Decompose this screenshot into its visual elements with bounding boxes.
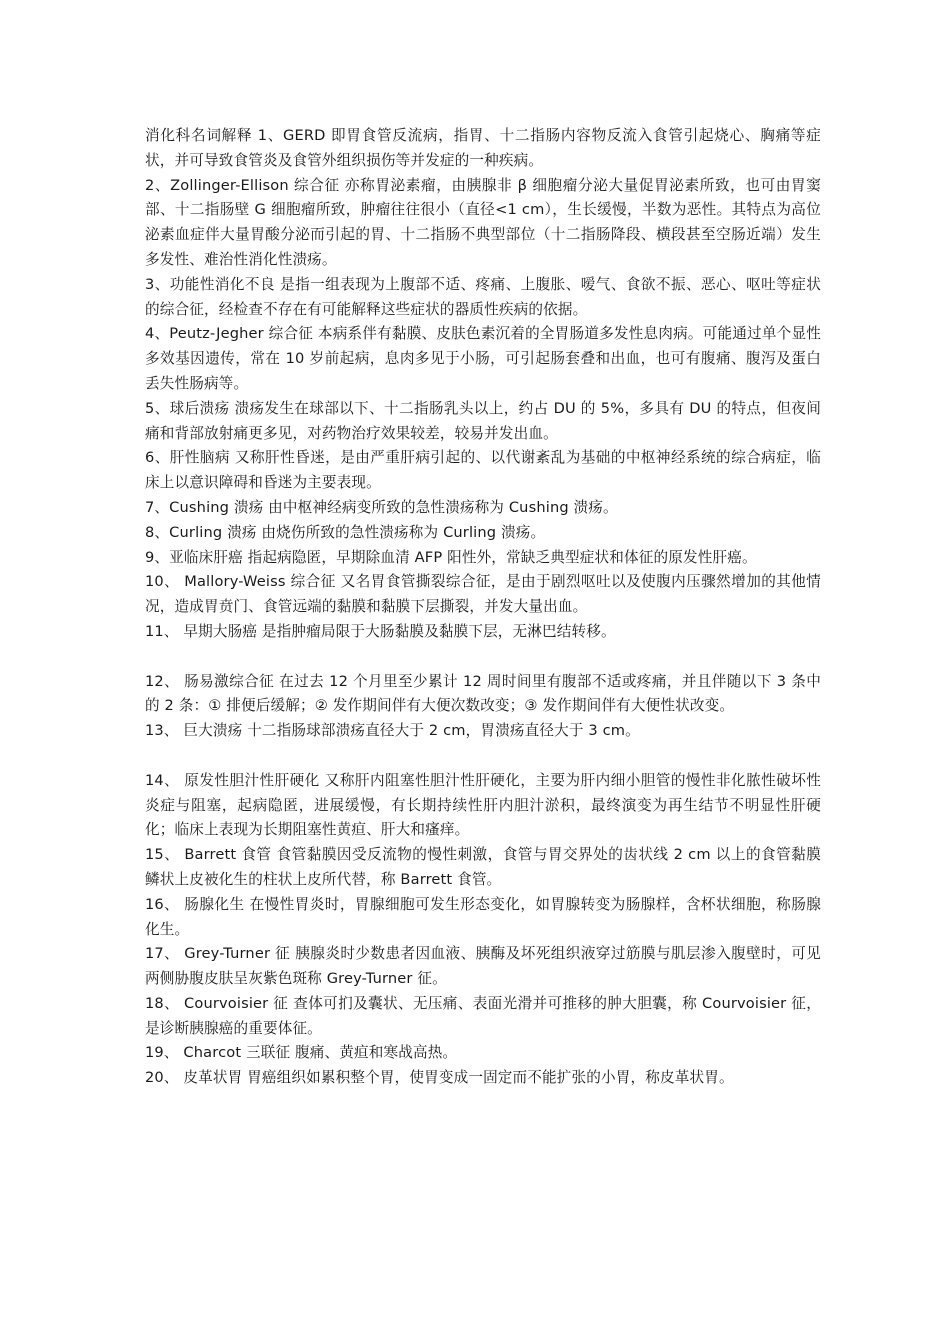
paragraph-peutz-jegher: 4、Peutz-Jegher 综合征 本病系伴有黏膜、皮肤色素沉着的全胃肠道多发性息肉病。可能通过单个显性多效基因遗传，常在 10 岁前起病，息肉多见于小肠，可引起肠套叠和出血，也可有腹痛、腹泻及蛋白丢失性肠病等。 (145, 325, 821, 392)
paragraph-subclinical-liver-cancer: 9、亚临床肝癌 指起病隐匿，早期除血清 AFP 阳性外，常缺乏典型症状和体征的原发性肝癌。 (145, 548, 757, 566)
paragraph-cushing-ulcer: 7、Cushing 溃疡 由中枢神经病变所致的急性溃疡称为 Cushing 溃疡。 (145, 498, 618, 516)
paragraph-intestinal-metaplasia: 16、 肠腺化生 在慢性胃炎时，胃腺细胞可发生形态变化，如胃腺转变为肠腺样，含杯状细胞，称肠腺化生。 (145, 895, 821, 938)
paragraph-charcot-triad: 19、 Charcot 三联征 腹痛、黄疸和寒战高热。 (145, 1044, 458, 1062)
paragraph-grey-turner-sign: 17、 Grey-Turner 征 胰腺炎时少数患者因血液、胰酶及坏死组织液穿过筋膜与肌层渗入腹壁时，可见两侧胁腹皮肤呈灰紫色斑称 Grey-Turner 征。 (145, 945, 821, 988)
paragraph-early-colorectal-cancer: 11、 早期大肠癌 是指肿瘤局限于大肠黏膜及黏膜下层，无淋巴结转移。 (145, 622, 616, 640)
paragraph-barrett-esophagus: 15、 Barrett 食管 食管黏膜因受反流物的慢性刺激，食管与胃交界处的齿状线 2 cm 以上的食管黏膜鳞状上皮被化生的柱状上皮所代替，称 Barrett 食管。 (145, 846, 821, 888)
paragraph-courvoisier-sign: 18、 Courvoisier 征 查体可扪及囊状、无压痛、表面光滑并可推移的肿大胆囊，称 Courvoisier 征，是诊断胰腺癌的重要体征。 (145, 994, 822, 1037)
paragraph-curling-ulcer: 8、Curling 溃疡 由烧伤所致的急性溃疡称为 Curling 溃疡。 (145, 523, 546, 541)
paragraph-zollinger-ellison: 2、Zollinger-Ellison 综合征 亦称胃泌素瘤，由胰腺非 β 细胞瘤分泌大量促胃泌素所致，也可由胃窦部、十二指肠壁 G 细胞瘤所致，肿瘤往往很小（直径<1 cm），生长缓慢，半数为恶性。其特点为高位泌素血症伴大量胃酸分泌而引起的胃、十二指肠不典型部位（十二指肠降段、横段甚至空肠近端）发生多发性、难治性消化性溃疡。 (145, 176, 821, 268)
paragraph-hepatic-encephalopathy: 6、肝性脑病 又称肝性昏迷，是由严重肝病引起的、以代谢紊乱为基础的中枢神经系统的综合病症，临床上以意识障碍和昏迷为主要表现。 (145, 449, 821, 492)
blank-line (145, 645, 821, 670)
paragraph-primary-biliary-cirrhosis: 14、 原发性胆汁性肝硬化 又称肝内阻塞性胆汁性肝硬化，主要为肝内细小胆管的慢性非化脓性破坏性炎症与阻塞，起病隐匿，进展缓慢，有长期持续性肝内胆汁淤积，最终演变为再生结节不明显性肝硬化；临床上表现为长期阻塞性黄疸、肝大和瘙痒。 (145, 771, 821, 839)
paragraph-functional-dyspepsia: 3、功能性消化不良 是指一组表现为上腹部不适、疼痛、上腹胀、嗳气、食欲不振、恶心、呕吐等症状的综合征，经检查不存在有可能解释这些症状的器质性疾病的依据。 (145, 275, 821, 318)
paragraph-postbulbar-ulcer: 5、球后溃疡 溃疡发生在球部以下、十二指肠乳头以上，约占 DU 的 5%，多具有 DU 的特点，但夜间痛和背部放射痛更多见，对药物治疗效果较差，较易并发出血。 (145, 399, 821, 442)
paragraph-mallory-weiss: 10、 Mallory-Weiss 综合征 又名胃食管撕裂综合征，是由于剧烈呕吐以及使腹内压骤然增加的其他情况，造成胃贲门、食管远端的黏膜和黏膜下层撕裂，并发大量出血。 (145, 573, 821, 616)
document-page (145, 124, 821, 1091)
paragraph-linitis-plastica: 20、 皮革状胃 胃癌组织如累积整个胃，使胃变成一固定而不能扩张的小胃，称皮革状胃。 (145, 1069, 734, 1087)
paragraph-ibs: 12、 肠易激综合征 在过去 12 个月里至少累计 12 周时间里有腹部不适或疼痛，并且伴随以下 3 条中的 2 条：① 排便后缓解；② 发作期间伴有大便次数改变；③ 发作期间伴有大便性状改变。 (145, 672, 821, 715)
paragraph-giant-ulcer: 13、 巨大溃疡 十二指肠球部溃疡直径大于 2 cm，胃溃疡直径大于 3 cm。 (145, 722, 640, 740)
paragraph-intro-gerd: 消化科名词解释 1、GERD 即胃食管反流病，指胃、十二指肠内容物反流入食管引起烧心、胸痛等症状，并可导致食管炎及食管外组织损伤等并发症的一种疾病。 (145, 127, 821, 169)
blank-line (145, 744, 821, 769)
